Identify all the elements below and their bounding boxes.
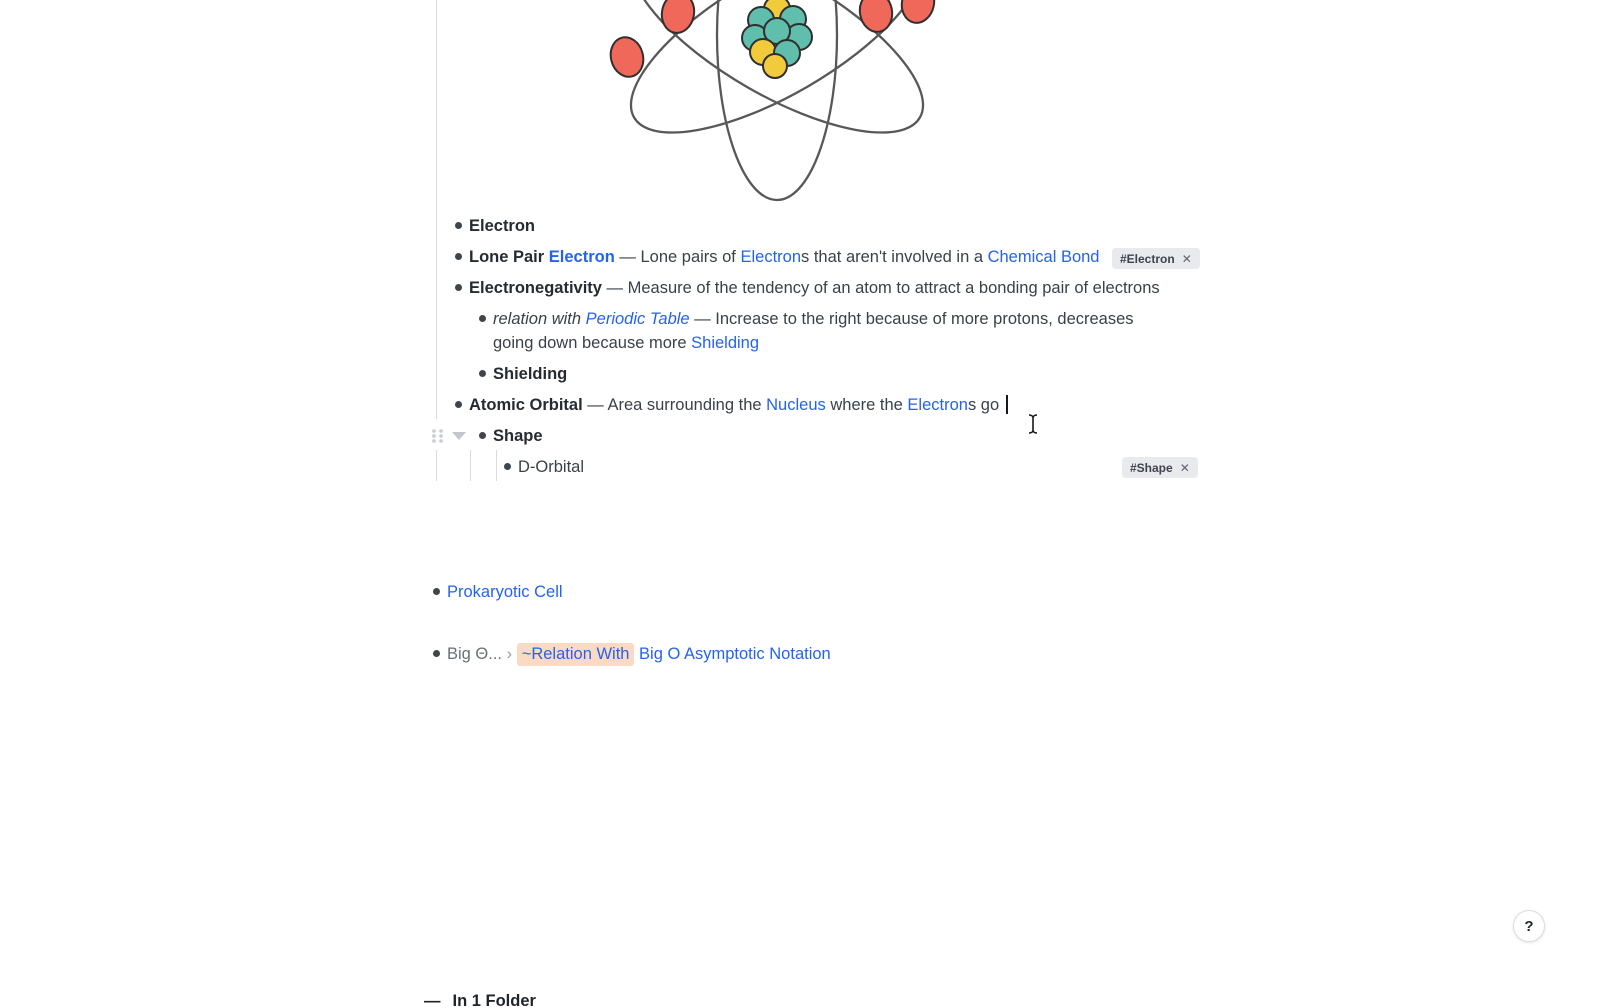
bullet-icon[interactable] <box>455 284 462 291</box>
outline-row[interactable] <box>493 307 1193 355</box>
help-button[interactable] <box>1513 910 1545 942</box>
bullet-icon[interactable] <box>455 401 462 408</box>
drag-handle-icon[interactable] <box>431 428 444 444</box>
folder-section-label[interactable] <box>424 992 536 1008</box>
tag-shape[interactable] <box>1122 457 1198 478</box>
outline-row[interactable] <box>469 393 1069 417</box>
outline-row[interactable] <box>518 455 584 479</box>
outline-row[interactable] <box>469 276 1189 300</box>
bullet-icon[interactable] <box>479 370 486 377</box>
text-segment: Big Θ... <box>447 645 507 663</box>
text-segment: D-Orbital <box>518 458 585 476</box>
tag-remove-icon[interactable]: ✕ <box>1179 460 1190 475</box>
tag-label: #Electron <box>1120 251 1175 266</box>
rem-link[interactable]: Electron <box>740 248 801 266</box>
rem-link[interactable]: Electron <box>907 396 968 414</box>
outline-row[interactable] <box>469 214 535 238</box>
text-segment: — Measure of the tendency of an atom to attract a bonding pair of electrons <box>601 279 1160 297</box>
collapse-arrow-icon[interactable] <box>452 432 466 440</box>
indent-guide-line <box>496 450 497 481</box>
bullet-icon[interactable] <box>504 463 511 470</box>
text-segment: Lone Pair <box>469 248 549 266</box>
text-segment: relation with <box>493 310 586 328</box>
nucleus-icon <box>742 0 812 78</box>
rem-link[interactable]: Electron <box>548 248 615 266</box>
outline-row[interactable] <box>447 580 563 604</box>
rem-link[interactable]: Prokaryotic Cell <box>447 583 563 601</box>
text-segment: Electronegativity <box>469 279 602 297</box>
rem-link[interactable]: ~Relation With <box>517 643 635 666</box>
text-segment: where the <box>825 396 908 414</box>
ibeam-cursor-icon <box>1026 413 1040 435</box>
text-segment: Atomic Orbital <box>469 396 583 414</box>
folder-section-text: In 1 Folder <box>452 992 536 1008</box>
bullet-icon[interactable] <box>455 253 462 260</box>
outline-row[interactable] <box>469 245 1129 269</box>
bullet-icon[interactable] <box>433 588 440 595</box>
collapse-dash-icon[interactable]: — <box>424 992 441 1008</box>
indent-guide-line <box>436 450 437 481</box>
text-segment: s that aren't involved in a <box>801 248 988 266</box>
text-segment: going down because more <box>493 334 692 352</box>
tag-remove-icon[interactable]: ✕ <box>1181 251 1192 266</box>
text-segment: Electron <box>469 217 536 235</box>
rem-link[interactable]: Nucleus <box>766 396 826 414</box>
bullet-icon[interactable] <box>455 222 462 229</box>
bullet-icon[interactable] <box>479 432 486 439</box>
indent-guide-line <box>470 450 471 481</box>
rem-link[interactable]: Shielding <box>691 334 760 352</box>
text-caret <box>1006 395 1008 414</box>
bullet-icon[interactable] <box>479 315 486 322</box>
text-segment: — Lone pairs of <box>614 248 741 266</box>
outline-row[interactable] <box>447 642 831 666</box>
indent-guide-line <box>436 0 437 419</box>
text-segment: Shape <box>493 427 543 445</box>
question-mark-icon: ? <box>1524 917 1534 935</box>
text-segment: — Increase to the right because of more protons, decreases <box>689 310 1134 328</box>
tag-label: #Shape <box>1130 460 1173 475</box>
outline-row[interactable] <box>493 362 567 386</box>
text-segment: › <box>506 645 517 663</box>
text-segment: — Area surrounding the <box>582 396 767 414</box>
rem-link[interactable]: Chemical Bond <box>987 248 1100 266</box>
rem-link[interactable]: Periodic Table <box>585 310 690 328</box>
text-segment: s go <box>967 396 1004 414</box>
rem-link[interactable]: Big O Asymptotic Notation <box>634 645 831 663</box>
text-segment: Shielding <box>493 365 568 383</box>
tag-electron[interactable] <box>1112 248 1200 269</box>
atom-illustration <box>595 0 965 220</box>
outline-row[interactable] <box>493 424 543 448</box>
bullet-icon[interactable] <box>433 650 440 657</box>
